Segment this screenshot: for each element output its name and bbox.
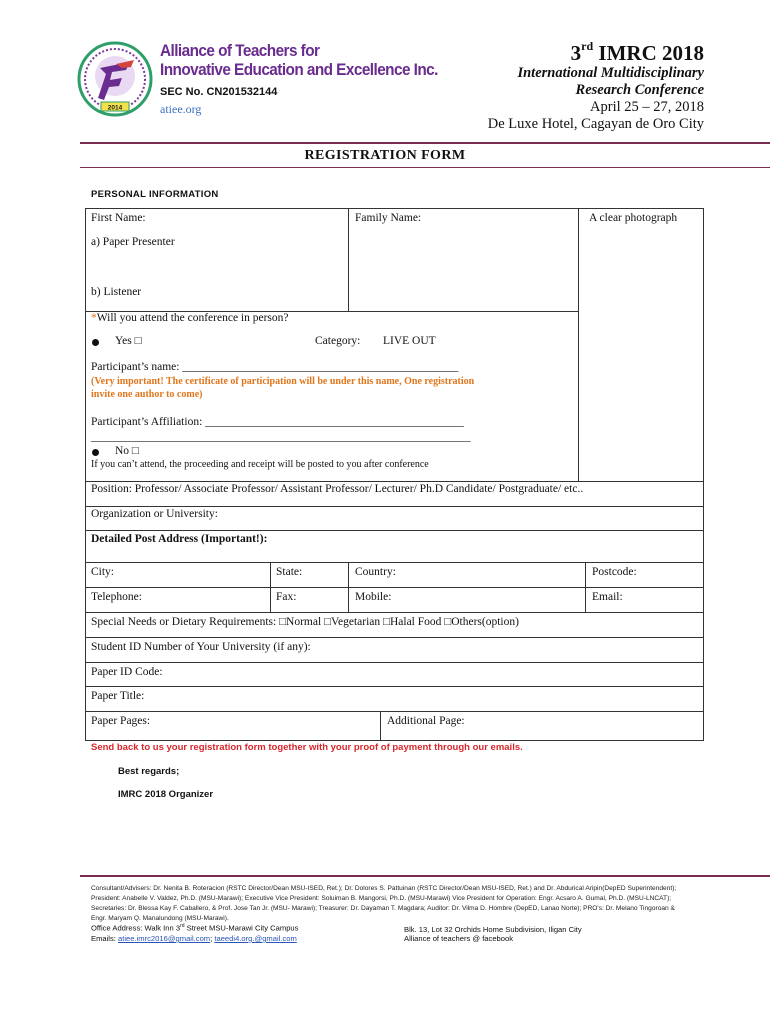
conference-title: 3rd IMRC 2018 — [570, 39, 704, 65]
header-divider — [80, 142, 770, 144]
form-title: REGISTRATION FORM — [304, 148, 466, 163]
participant-name-field[interactable]: Participant’s name: ________________________________________________ — [91, 361, 459, 373]
paper-id-field[interactable]: Paper ID Code: — [91, 666, 163, 678]
paper-pages-field[interactable]: Paper Pages: — [91, 715, 151, 727]
conference-subtitle-2: Research Conference — [575, 82, 704, 98]
yes-bullet-icon — [92, 339, 99, 346]
email-field[interactable]: Email: — [592, 591, 623, 603]
conference-subtitle-1: International Multidisciplinary — [517, 65, 704, 81]
attend-question: *Will you attend the conference in person? — [91, 312, 289, 324]
category-label: Category: — [315, 335, 361, 347]
no-bullet-icon — [92, 449, 99, 456]
photo-box[interactable]: A clear photograph — [589, 212, 678, 224]
blk-address: Blk. 13, Lot 32 Orchids Home Subdivision, Iligan City — [404, 925, 582, 934]
affiliation-line2[interactable]: __________________________________________________________________ — [91, 431, 471, 443]
footer-divider — [80, 875, 770, 877]
organizer: IMRC 2018 Organizer — [118, 789, 214, 800]
address-field[interactable]: Detailed Post Address (Important!): — [91, 533, 268, 545]
org-name-line1: Alliance of Teachers for — [160, 42, 320, 60]
mobile-field[interactable]: Mobile: — [355, 591, 392, 603]
footer-emails: Emails: atiee.imrc2016@gmail.com; taeedi4.org.@gmail.com — [91, 934, 297, 943]
cant-attend-note: If you can’t attend, the proceeding and receipt will be posted to you after conference — [91, 459, 429, 470]
student-id-field[interactable]: Student ID Number of Your University (if any): — [91, 641, 311, 653]
logo-year: 2014 — [107, 104, 123, 112]
paper-title-field[interactable]: Paper Title: — [91, 690, 145, 702]
fax-field[interactable]: Fax: — [276, 591, 297, 603]
best-regards: Best regards; — [118, 766, 180, 777]
paper-presenter-option[interactable]: a) Paper Presenter — [91, 236, 175, 248]
state-field[interactable]: State: — [276, 566, 303, 578]
office-address: Office Address: Walk Inn 3rd Street MSU-Marawi City Campus — [91, 923, 299, 933]
organization-name — [160, 42, 438, 80]
family-name-field[interactable]: Family Name: — [355, 212, 422, 224]
listener-option[interactable]: b) Listener — [91, 286, 142, 298]
first-name-field[interactable]: First Name: — [91, 212, 146, 224]
email-link-2[interactable]: taeedi4.org.@gmail.com — [214, 934, 297, 943]
country-field[interactable]: Country: — [355, 566, 396, 578]
email-link-1[interactable]: atiee.imrc2016@gmail.com — [118, 934, 211, 943]
conference-venue: De Luxe Hotel, Cagayan de Oro City — [487, 116, 704, 132]
organization-logo — [76, 40, 154, 118]
telephone-field[interactable]: Telephone: — [91, 591, 142, 603]
position-field[interactable]: Position: Professor/ Associate Professor/ Assistant Professor/ Lecturer/ Ph.D Candidate/ Postgraduate/ etc.. — [91, 483, 584, 495]
send-back-note: Send back to us your registration form together with your proof of payment through our emails. — [91, 742, 523, 753]
no-checkbox[interactable]: No □ — [115, 445, 139, 457]
additional-page-field[interactable]: Additional Page: — [387, 715, 465, 727]
title-divider — [80, 167, 770, 168]
sec-number: SEC No. CN201532144 — [160, 86, 278, 98]
city-field[interactable]: City: — [91, 566, 115, 578]
important-note-line1: (Very important! The certificate of participation will be under this name, One registration — [91, 376, 475, 387]
org-name-line2: Innovative Education and Excellence Inc. — [160, 61, 438, 79]
section-personal-info: PERSONAL INFORMATION — [91, 189, 219, 200]
footer-consultants: Consultant/Advisers: Dr. Nenita B. Roteracion (RSTC Director/Dean MSU-ISED, Ret.); Dr. Dolores S. Pattuinan (RSTC Director/Dean MSU-ISED, Ret.) and Dr. Abdurical Aripin(DepED Superintendent); President: Anabelle V. Valdez, Ph.D. (MSU-Marawi); Executive Vice President: Soluiman B. Mangorsi, Ph.D. (MSU-Marawi) Vice President for Operation: Engr. Acsaro A. Gumal, Ph.D. (MSU-LNCAT); Secretaries: Dr. Blessa Kay F. Caballero, & Prof. Jose Tan Jr. (MSU- Marawi); Treasurer: Dr. Dayaman T. Magdara; Auditor: Dr. Vilma D. Hombre (DepED, Lanao Norte); PRO's: Dr. Melano Tingoroan & Engr. Maryam Q. Manalundong (MSU-Marawi). — [91, 885, 677, 922]
facebook-link[interactable]: Alliance of teachers @ facebook — [404, 934, 514, 943]
conference-date: April 25 – 27, 2018 — [590, 99, 704, 115]
conference-info — [488, 36, 704, 133]
important-note-line2: invite one author to come) — [91, 389, 203, 400]
organization-field[interactable]: Organization or University: — [91, 508, 218, 520]
postcode-field[interactable]: Postcode: — [592, 566, 637, 578]
website-link[interactable]: atiee.org — [160, 102, 202, 116]
category-value: LIVE OUT — [383, 335, 436, 347]
special-needs-field[interactable]: Special Needs or Dietary Requirements: □Normal □Vegetarian □Halal Food □Others(option) — [91, 616, 519, 628]
affiliation-field[interactable]: Participant’s Affiliation: _____________________________________________ — [91, 416, 464, 428]
yes-checkbox[interactable]: Yes □ — [115, 335, 142, 347]
